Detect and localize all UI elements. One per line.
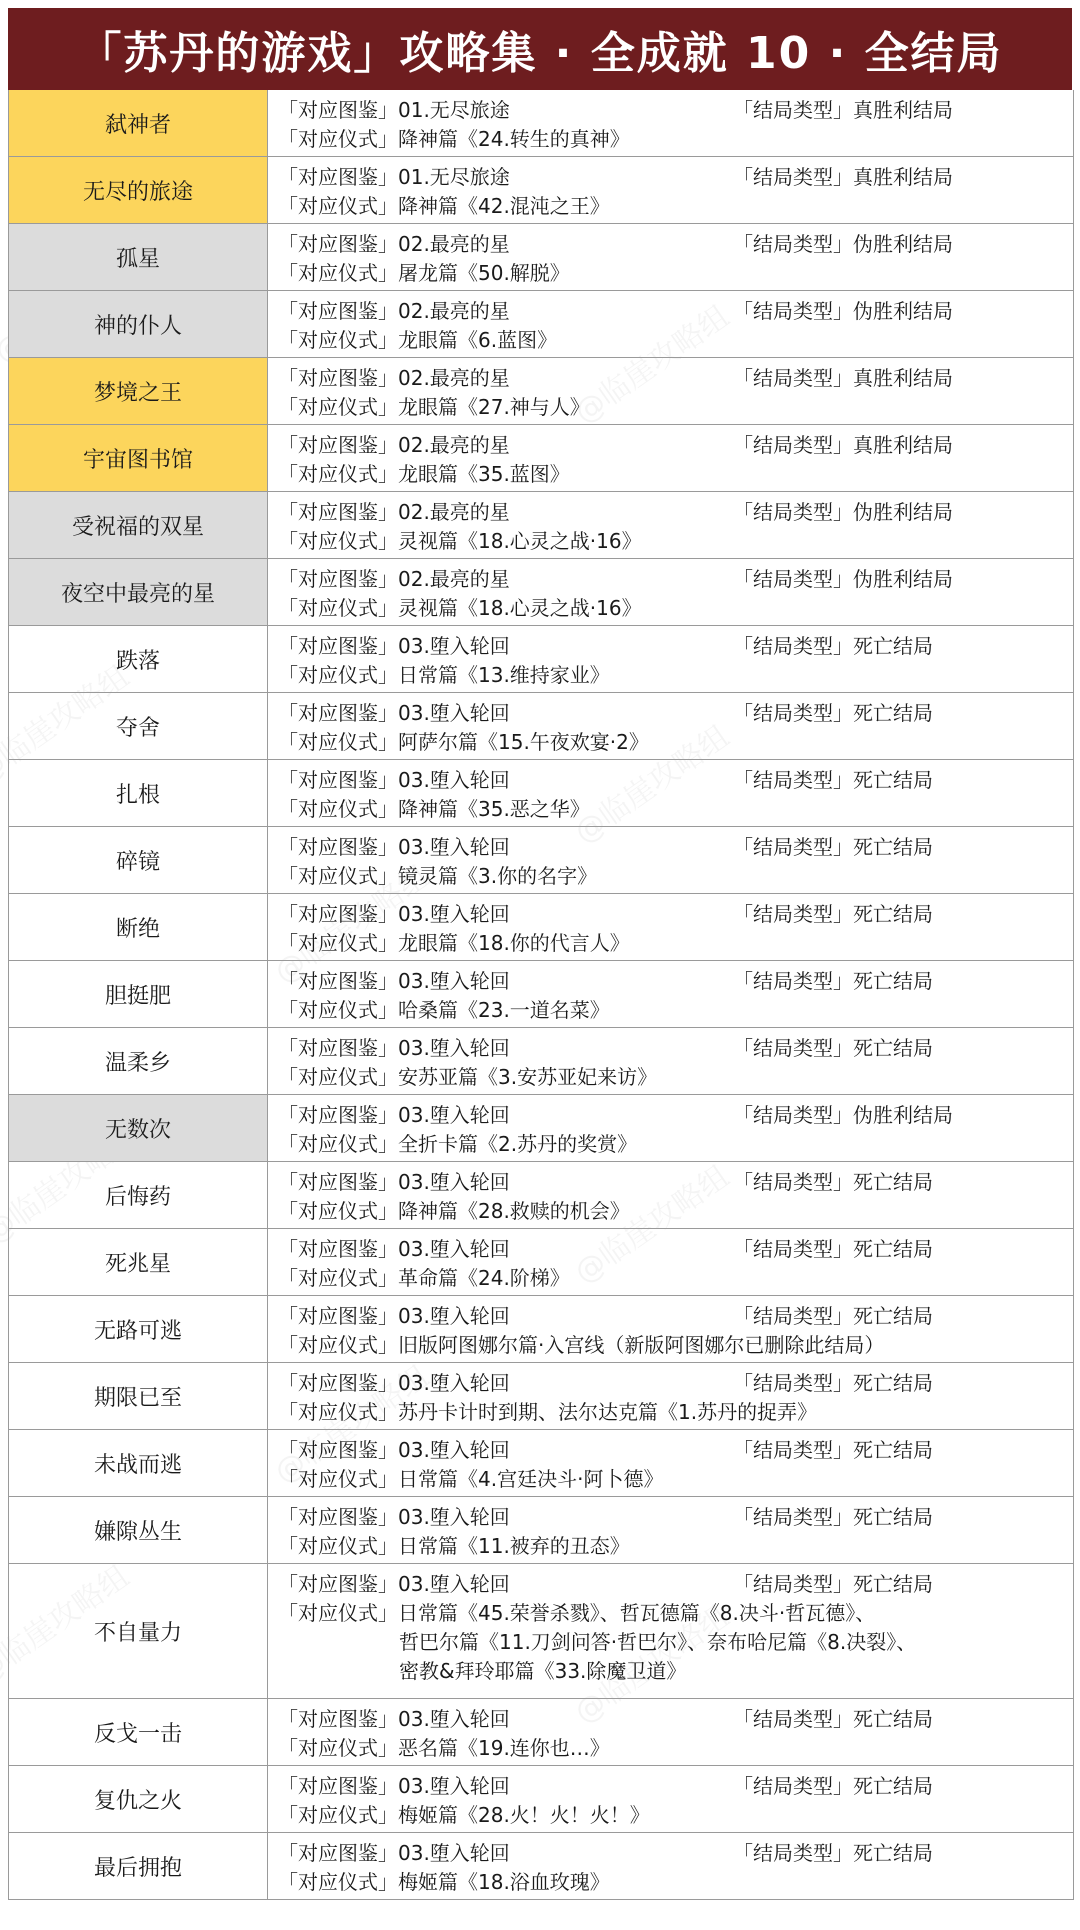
codex-label: 「对应图鉴」 <box>278 1304 398 1328</box>
ritual-label: 「对应仪式」 <box>278 663 398 687</box>
ending-info <box>268 1028 1073 1094</box>
ending-type-value: 伪胜利结局 <box>853 567 953 591</box>
ending-name: 嫌隙丛生 <box>9 1497 268 1563</box>
codex-value: 02.最亮的星 <box>398 433 510 457</box>
ending-type-label: 「结局类型」 <box>733 232 853 256</box>
ending-info <box>268 626 1073 692</box>
table-row <box>9 894 1073 961</box>
codex-value: 03.堕入轮回 <box>398 1103 510 1127</box>
ending-name: 碎镜 <box>9 827 268 893</box>
ritual-continuation: 哲巴尔篇《11.刀剑问答·哲巴尔》、奈布哈尼篇《8.决裂》、 <box>399 1630 917 1654</box>
ending-type-value: 死亡结局 <box>853 1237 933 1261</box>
table-row <box>9 961 1073 1028</box>
codex-value: 03.堕入轮回 <box>398 1170 510 1194</box>
codex-label: 「对应图鉴」 <box>278 1438 398 1462</box>
ending-type-value: 死亡结局 <box>853 1036 933 1060</box>
codex-value: 03.堕入轮回 <box>398 1774 510 1798</box>
table-row <box>9 157 1073 224</box>
ending-type-label: 「结局类型」 <box>733 969 853 993</box>
ending-type-value: 死亡结局 <box>853 1438 933 1462</box>
ending-type-label: 「结局类型」 <box>733 98 853 122</box>
ending-info <box>268 894 1073 960</box>
table-row <box>9 224 1073 291</box>
ritual-label: 「对应仪式」 <box>278 1400 398 1424</box>
ritual-value: 降神篇《35.恶之华》 <box>398 797 590 821</box>
codex-value: 03.堕入轮回 <box>398 1237 510 1261</box>
ending-type-value: 死亡结局 <box>853 1707 933 1731</box>
ritual-value: 日常篇《45.荣誉杀戮》、哲瓦德篇《8.决斗·哲瓦德》、 <box>398 1601 876 1625</box>
ending-info <box>268 1363 1073 1429</box>
ritual-value: 龙眼篇《27.神与人》 <box>398 395 590 419</box>
ritual-value: 全折卡篇《2.苏丹的奖赏》 <box>398 1132 638 1156</box>
codex-label: 「对应图鉴」 <box>278 1103 398 1127</box>
table-row <box>9 1497 1073 1564</box>
ending-type-value: 伪胜利结局 <box>853 1103 953 1127</box>
ending-type-label: 「结局类型」 <box>733 1036 853 1060</box>
ending-info <box>268 1095 1073 1161</box>
codex-label: 「对应图鉴」 <box>278 835 398 859</box>
ending-name: 梦境之王 <box>9 358 268 424</box>
codex-value: 03.堕入轮回 <box>398 1572 510 1596</box>
codex-label: 「对应图鉴」 <box>278 1774 398 1798</box>
ending-type-label: 「结局类型」 <box>733 1505 853 1529</box>
codex-label: 「对应图鉴」 <box>278 1371 398 1395</box>
ending-type-label: 「结局类型」 <box>733 1438 853 1462</box>
ritual-value: 安苏亚篇《3.安苏亚妃来访》 <box>398 1065 658 1089</box>
codex-value: 03.堕入轮回 <box>398 1438 510 1462</box>
table-row <box>9 1833 1073 1900</box>
ending-info <box>268 1497 1073 1563</box>
ending-type-label: 「结局类型」 <box>733 165 853 189</box>
ritual-value: 屠龙篇《50.解脱》 <box>398 261 570 285</box>
ritual-value: 镜灵篇《3.你的名字》 <box>398 864 598 888</box>
ritual-value: 恶名篇《19.连你也…》 <box>398 1736 610 1760</box>
ending-type-label: 「结局类型」 <box>733 634 853 658</box>
ending-name: 反戈一击 <box>9 1699 268 1765</box>
codex-value: 03.堕入轮回 <box>398 902 510 926</box>
ending-type-value: 死亡结局 <box>853 1572 933 1596</box>
ending-type-value: 死亡结局 <box>853 969 933 993</box>
table-row <box>9 1699 1073 1766</box>
codex-label: 「对应图鉴」 <box>278 1036 398 1060</box>
ending-name: 最后拥抱 <box>9 1833 268 1899</box>
ending-info <box>268 1766 1073 1832</box>
ending-type-value: 真胜利结局 <box>853 366 953 390</box>
ending-info <box>268 1430 1073 1496</box>
codex-value: 02.最亮的星 <box>398 299 510 323</box>
ritual-value: 降神篇《24.转生的真神》 <box>398 127 630 151</box>
codex-value: 03.堕入轮回 <box>398 768 510 792</box>
codex-value: 03.堕入轮回 <box>398 1371 510 1395</box>
codex-value: 03.堕入轮回 <box>398 1304 510 1328</box>
ending-type-value: 死亡结局 <box>853 1371 933 1395</box>
ending-info <box>268 559 1073 625</box>
codex-label: 「对应图鉴」 <box>278 232 398 256</box>
ending-type-value: 死亡结局 <box>853 701 933 725</box>
table-row <box>9 1162 1073 1229</box>
ending-type-label: 「结局类型」 <box>733 1774 853 1798</box>
ritual-value: 梅姬篇《28.火！火！火！》 <box>398 1803 650 1827</box>
ending-info <box>268 1229 1073 1295</box>
table-row <box>9 358 1073 425</box>
ending-type-label: 「结局类型」 <box>733 433 853 457</box>
table-row <box>9 1430 1073 1497</box>
ending-name: 胆挺肥 <box>9 961 268 1027</box>
codex-value: 01.无尽旅途 <box>398 98 510 122</box>
codex-value: 03.堕入轮回 <box>398 969 510 993</box>
ending-name: 宇宙图书馆 <box>9 425 268 491</box>
table-row <box>9 425 1073 492</box>
codex-label: 「对应图鉴」 <box>278 433 398 457</box>
ending-info <box>268 291 1073 357</box>
ending-type-value: 真胜利结局 <box>853 165 953 189</box>
table-row <box>9 626 1073 693</box>
codex-label: 「对应图鉴」 <box>278 1505 398 1529</box>
ending-type-label: 「结局类型」 <box>733 366 853 390</box>
codex-label: 「对应图鉴」 <box>278 701 398 725</box>
ritual-label: 「对应仪式」 <box>278 1736 398 1760</box>
ending-info <box>268 1162 1073 1228</box>
ending-info <box>268 760 1073 826</box>
codex-label: 「对应图鉴」 <box>278 768 398 792</box>
table-row <box>9 827 1073 894</box>
codex-label: 「对应图鉴」 <box>278 98 398 122</box>
ending-name: 弑神者 <box>9 90 268 156</box>
table-row <box>9 90 1073 157</box>
ending-name: 未战而逃 <box>9 1430 268 1496</box>
codex-value: 03.堕入轮回 <box>398 634 510 658</box>
ending-type-label: 「结局类型」 <box>733 701 853 725</box>
codex-value: 03.堕入轮回 <box>398 1841 510 1865</box>
codex-value: 02.最亮的星 <box>398 232 510 256</box>
endings-table <box>8 90 1074 1900</box>
ritual-label: 「对应仪式」 <box>278 797 398 821</box>
ending-type-label: 「结局类型」 <box>733 1707 853 1731</box>
ending-name: 受祝福的双星 <box>9 492 268 558</box>
codex-label: 「对应图鉴」 <box>278 1707 398 1731</box>
ending-info <box>268 157 1073 223</box>
ritual-label: 「对应仪式」 <box>278 529 398 553</box>
ritual-label: 「对应仪式」 <box>278 730 398 754</box>
ending-info <box>268 1564 1073 1698</box>
ritual-value: 龙眼篇《35.蓝图》 <box>398 462 570 486</box>
ritual-label: 「对应仪式」 <box>278 596 398 620</box>
ending-info <box>268 90 1073 156</box>
ending-info <box>268 425 1073 491</box>
ritual-label: 「对应仪式」 <box>278 462 398 486</box>
codex-value: 02.最亮的星 <box>398 500 510 524</box>
ending-type-label: 「结局类型」 <box>733 1237 853 1261</box>
ending-type-label: 「结局类型」 <box>733 1170 853 1194</box>
ending-type-value: 死亡结局 <box>853 1505 933 1529</box>
codex-value: 02.最亮的星 <box>398 366 510 390</box>
ritual-value: 哈桑篇《23.一道名菜》 <box>398 998 610 1022</box>
ending-type-label: 「结局类型」 <box>733 768 853 792</box>
ritual-value: 龙眼篇《6.蓝图》 <box>398 328 558 352</box>
ending-name: 不自量力 <box>9 1564 268 1698</box>
table-row <box>9 1564 1073 1699</box>
ritual-value: 降神篇《42.混沌之王》 <box>398 194 610 218</box>
ending-type-label: 「结局类型」 <box>733 1841 853 1865</box>
ending-type-label: 「结局类型」 <box>733 567 853 591</box>
codex-value: 03.堕入轮回 <box>398 835 510 859</box>
ending-name: 神的仆人 <box>9 291 268 357</box>
ritual-value: 日常篇《11.被弃的丑态》 <box>398 1534 630 1558</box>
ending-type-value: 死亡结局 <box>853 835 933 859</box>
table-row <box>9 1028 1073 1095</box>
ending-type-label: 「结局类型」 <box>733 1103 853 1127</box>
ending-name: 复仇之火 <box>9 1766 268 1832</box>
ritual-label: 「对应仪式」 <box>278 864 398 888</box>
ending-info <box>268 1296 1073 1362</box>
table-row <box>9 559 1073 626</box>
ending-name: 期限已至 <box>9 1363 268 1429</box>
ritual-label: 「对应仪式」 <box>278 1803 398 1827</box>
ritual-label: 「对应仪式」 <box>278 127 398 151</box>
ritual-label: 「对应仪式」 <box>278 395 398 419</box>
ritual-value: 日常篇《13.维持家业》 <box>398 663 610 687</box>
ending-type-value: 真胜利结局 <box>853 98 953 122</box>
ending-info <box>268 492 1073 558</box>
ending-name: 断绝 <box>9 894 268 960</box>
ending-type-value: 死亡结局 <box>853 1841 933 1865</box>
codex-label: 「对应图鉴」 <box>278 567 398 591</box>
ending-type-label: 「结局类型」 <box>733 1304 853 1328</box>
ending-name: 跌落 <box>9 626 268 692</box>
table-row <box>9 492 1073 559</box>
page-title: 「苏丹的游戏」攻略集 · 全成就 10 · 全结局 <box>77 28 1003 79</box>
ending-name: 无路可逃 <box>9 1296 268 1362</box>
codex-value: 01.无尽旅途 <box>398 165 510 189</box>
ritual-label: 「对应仪式」 <box>278 1870 398 1894</box>
ritual-label: 「对应仪式」 <box>278 1534 398 1558</box>
ritual-value: 日常篇《4.宫廷决斗·阿卜德》 <box>398 1467 664 1491</box>
ending-name: 温柔乡 <box>9 1028 268 1094</box>
ending-type-label: 「结局类型」 <box>733 835 853 859</box>
ritual-label: 「对应仪式」 <box>278 1601 398 1625</box>
ritual-label: 「对应仪式」 <box>278 1132 398 1156</box>
ending-type-value: 伪胜利结局 <box>853 299 953 323</box>
ritual-label: 「对应仪式」 <box>278 328 398 352</box>
ritual-value: 旧版阿图娜尔篇·入宫线（新版阿图娜尔已删除此结局） <box>398 1333 885 1357</box>
table-row <box>9 291 1073 358</box>
ritual-value: 阿萨尔篇《15.午夜欢宴·2》 <box>398 730 649 754</box>
ending-type-value: 死亡结局 <box>853 1304 933 1328</box>
ending-info <box>268 358 1073 424</box>
ending-type-label: 「结局类型」 <box>733 500 853 524</box>
ending-type-value: 伪胜利结局 <box>853 500 953 524</box>
ending-type-value: 死亡结局 <box>853 1774 933 1798</box>
ending-name: 夺舍 <box>9 693 268 759</box>
ritual-label: 「对应仪式」 <box>278 1199 398 1223</box>
ritual-value: 梅姬篇《18.浴血玫瑰》 <box>398 1870 610 1894</box>
ritual-label: 「对应仪式」 <box>278 1065 398 1089</box>
table-row <box>9 1095 1073 1162</box>
ending-info <box>268 224 1073 290</box>
title-bar <box>8 8 1072 90</box>
codex-label: 「对应图鉴」 <box>278 1170 398 1194</box>
ritual-label: 「对应仪式」 <box>278 194 398 218</box>
ending-info <box>268 961 1073 1027</box>
codex-label: 「对应图鉴」 <box>278 902 398 926</box>
ritual-label: 「对应仪式」 <box>278 1467 398 1491</box>
codex-label: 「对应图鉴」 <box>278 1237 398 1261</box>
ritual-label: 「对应仪式」 <box>278 998 398 1022</box>
ritual-label: 「对应仪式」 <box>278 1333 398 1357</box>
ending-type-value: 伪胜利结局 <box>853 232 953 256</box>
ending-name: 无尽的旅途 <box>9 157 268 223</box>
ending-name: 死兆星 <box>9 1229 268 1295</box>
ending-type-value: 死亡结局 <box>853 768 933 792</box>
ending-info <box>268 693 1073 759</box>
ending-type-value: 死亡结局 <box>853 1170 933 1194</box>
table-row <box>9 760 1073 827</box>
ritual-continuation: 密教&拜玲耶篇《33.除魔卫道》 <box>399 1659 687 1683</box>
codex-value: 03.堕入轮回 <box>398 1505 510 1529</box>
ending-name: 无数次 <box>9 1095 268 1161</box>
ending-type-value: 死亡结局 <box>853 634 933 658</box>
ending-type-label: 「结局类型」 <box>733 1572 853 1596</box>
ritual-value: 苏丹卡计时到期、法尔达克篇《1.苏丹的捉弄》 <box>398 1400 818 1424</box>
codex-value: 02.最亮的星 <box>398 567 510 591</box>
ending-name: 夜空中最亮的星 <box>9 559 268 625</box>
ending-type-label: 「结局类型」 <box>733 1371 853 1395</box>
codex-label: 「对应图鉴」 <box>278 366 398 390</box>
ending-type-label: 「结局类型」 <box>733 299 853 323</box>
ritual-value: 龙眼篇《18.你的代言人》 <box>398 931 630 955</box>
codex-value: 03.堕入轮回 <box>398 1036 510 1060</box>
table-row <box>9 1296 1073 1363</box>
ending-type-value: 真胜利结局 <box>853 433 953 457</box>
table-row <box>9 1363 1073 1430</box>
codex-label: 「对应图鉴」 <box>278 1841 398 1865</box>
ending-info <box>268 827 1073 893</box>
ending-name: 孤星 <box>9 224 268 290</box>
ending-type-label: 「结局类型」 <box>733 902 853 926</box>
ritual-label: 「对应仪式」 <box>278 1266 398 1290</box>
ritual-value: 革命篇《24.阶梯》 <box>398 1266 570 1290</box>
table-row <box>9 1229 1073 1296</box>
ending-info <box>268 1833 1073 1899</box>
codex-label: 「对应图鉴」 <box>278 969 398 993</box>
ritual-label: 「对应仪式」 <box>278 261 398 285</box>
codex-label: 「对应图鉴」 <box>278 299 398 323</box>
ending-name: 扎根 <box>9 760 268 826</box>
codex-label: 「对应图鉴」 <box>278 634 398 658</box>
ritual-label: 「对应仪式」 <box>278 931 398 955</box>
codex-label: 「对应图鉴」 <box>278 1572 398 1596</box>
ritual-value: 灵视篇《18.心灵之战·16》 <box>398 596 642 620</box>
ending-info <box>268 1699 1073 1765</box>
ritual-value: 降神篇《28.救赎的机会》 <box>398 1199 630 1223</box>
table-row <box>9 693 1073 760</box>
codex-value: 03.堕入轮回 <box>398 701 510 725</box>
codex-label: 「对应图鉴」 <box>278 165 398 189</box>
ending-type-value: 死亡结局 <box>853 902 933 926</box>
codex-label: 「对应图鉴」 <box>278 500 398 524</box>
table-row <box>9 1766 1073 1833</box>
ritual-value: 灵视篇《18.心灵之战·16》 <box>398 529 642 553</box>
ending-name: 后悔药 <box>9 1162 268 1228</box>
codex-value: 03.堕入轮回 <box>398 1707 510 1731</box>
